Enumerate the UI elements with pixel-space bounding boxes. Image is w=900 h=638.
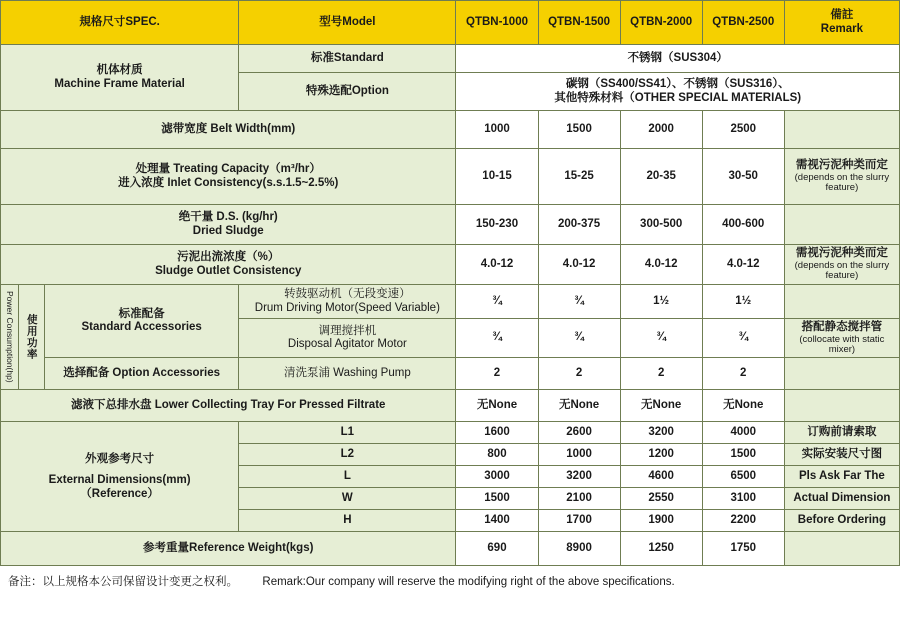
outlet-consistency-remark: [784, 245, 899, 285]
dimensions-label-en: External Dimensions(mm): [48, 474, 191, 487]
dimension-h-value-1: 1400: [456, 510, 538, 532]
agitator-motor-remark: [784, 319, 899, 358]
dimension-l-value-3: 4600: [620, 466, 702, 488]
frame-option-value-line2: 其他特殊材料（OTHER SPECIAL MATERIALS): [554, 91, 802, 104]
dimension-code-l1: L1: [239, 422, 456, 444]
collecting-tray-value-4: 无None: [702, 390, 784, 422]
spec-title: 規格尺寸SPEC.: [1, 1, 239, 45]
standard-accessories-label: [45, 285, 239, 358]
dimensions-label-ref: （Reference）: [80, 487, 159, 500]
dimension-h-value-2: 1700: [538, 510, 620, 532]
frame-material-label-cn: 机体材质: [96, 63, 143, 76]
washing-pump-value-3: 2: [620, 358, 702, 390]
standard-accessories-label-en: Standard Accessories: [81, 321, 202, 334]
dimensions-remark-line-1: 订购前请索取: [784, 422, 899, 444]
row-dimension-l1: [1, 422, 900, 444]
dried-sludge-value-4: 400-600: [702, 205, 784, 245]
footer-note-cn: 备注：以上规格本公司保留设计变更之权利。: [8, 576, 238, 589]
row-collecting-tray: [1, 390, 900, 422]
collecting-tray-label: 滤液下总排水盘 Lower Collecting Tray For Pressed Filtrate: [1, 390, 456, 422]
dimensions-remark-line-2: 实际安装尺寸图: [784, 444, 899, 466]
washing-pump-value-4: 2: [702, 358, 784, 390]
dimension-w-value-4: 3100: [702, 488, 784, 510]
model-label: 型号Model: [239, 1, 456, 45]
belt-width-value-3: 2000: [620, 111, 702, 149]
dried-sludge-value-1: 150-230: [456, 205, 538, 245]
washing-pump-value-2: 2: [538, 358, 620, 390]
dimension-l1-value-2: 2600: [538, 422, 620, 444]
washing-pump-label: 清洗泵浦 Washing Pump: [239, 358, 456, 390]
drum-motor-value-4: 1½: [702, 285, 784, 319]
reference-weight-label: 参考重量Reference Weight(kgs): [1, 532, 456, 566]
drum-motor-label-en: Drum Driving Motor(Speed Variable): [254, 301, 440, 314]
agitator-motor-remark-cn: 搭配静态搅拌管: [801, 321, 883, 333]
dimension-w-value-1: 1500: [456, 488, 538, 510]
model-header-2: QTBN-1500: [538, 1, 620, 45]
table-header-row: [1, 1, 900, 45]
outlet-consistency-value-1: 4.0-12: [456, 245, 538, 285]
frame-option-label: 特殊选配Option: [239, 73, 456, 111]
agitator-motor-value-2: ¾: [538, 319, 620, 358]
reference-weight-value-4: 1750: [702, 532, 784, 566]
frame-standard-value: 不锈钢（SUS304）: [456, 45, 900, 73]
power-usage-side-label: [19, 285, 45, 390]
dried-sludge-label: [1, 205, 456, 245]
frame-standard-label: 标准Standard: [239, 45, 456, 73]
outlet-consistency-label-cn: 污泥出流浓度（%）: [177, 250, 280, 263]
frame-material-label: [1, 45, 239, 111]
dimension-code-w: W: [239, 488, 456, 510]
outlet-consistency-remark-en: (depends on the slurry feature): [794, 259, 890, 282]
dimension-l2-value-3: 1200: [620, 444, 702, 466]
treating-capacity-value-1: 10-15: [456, 149, 538, 205]
dimension-l2-value-4: 1500: [702, 444, 784, 466]
treating-capacity-label: [1, 149, 456, 205]
outlet-consistency-label: [1, 245, 456, 285]
row-belt-width: [1, 111, 900, 149]
footer-note: [0, 566, 900, 593]
dimension-h-value-4: 2200: [702, 510, 784, 532]
drum-motor-remark: [784, 285, 899, 319]
treating-capacity-value-3: 20-35: [620, 149, 702, 205]
outlet-consistency-remark-cn: 需视污泥种类而定: [795, 247, 888, 260]
remark-header-cn: 備註: [830, 8, 854, 21]
treating-capacity-remark-en: (depends on the slurry feature): [794, 171, 890, 194]
drum-motor-value-3: 1½: [620, 285, 702, 319]
model-header-4: QTBN-2500: [702, 1, 784, 45]
treating-capacity-value-2: 15-25: [538, 149, 620, 205]
collecting-tray-value-2: 无None: [538, 390, 620, 422]
dimension-w-value-3: 2550: [620, 488, 702, 510]
agitator-motor-remark-en: (collocate with static mixer): [799, 333, 885, 355]
row-drum-driving-motor: [1, 285, 900, 319]
drum-motor-label: [239, 285, 456, 319]
power-usage-side-label-cn: 使用功率: [25, 314, 38, 361]
belt-width-value-1: 1000: [456, 111, 538, 149]
washing-pump-value-1: 2: [456, 358, 538, 390]
drum-motor-value-2: ¾: [538, 285, 620, 319]
agitator-motor-label-cn: 调理搅拌机: [318, 324, 377, 337]
washing-pump-remark: [784, 358, 899, 390]
dimension-l-value-1: 3000: [456, 466, 538, 488]
outlet-consistency-value-3: 4.0-12: [620, 245, 702, 285]
outlet-consistency-label-en: Sludge Outlet Consistency: [155, 264, 302, 277]
outlet-consistency-value-2: 4.0-12: [538, 245, 620, 285]
row-treating-capacity: [1, 149, 900, 205]
dimensions-remark-line-5: Before Ordering: [784, 510, 899, 532]
dried-sludge-label-en: Dried Sludge: [192, 224, 264, 237]
standard-accessories-label-cn: 标准配备: [118, 307, 165, 320]
agitator-motor-value-3: ¾: [620, 319, 702, 358]
frame-option-value: [456, 73, 900, 111]
dried-sludge-value-3: 300-500: [620, 205, 702, 245]
power-consumption-side-label-en: Power Consumption(hp): [4, 291, 15, 384]
drum-motor-value-1: ¾: [456, 285, 538, 319]
dried-sludge-value-2: 200-375: [538, 205, 620, 245]
agitator-motor-value-4: ¾: [702, 319, 784, 358]
row-washing-pump: [1, 358, 900, 390]
dimension-w-value-2: 2100: [538, 488, 620, 510]
row-reference-weight: [1, 532, 900, 566]
agitator-motor-value-1: ¾: [456, 319, 538, 358]
remark-header: [784, 1, 899, 45]
dimension-l2-value-1: 800: [456, 444, 538, 466]
option-accessories-label: 选择配备 Option Accessories: [45, 358, 239, 390]
row-outlet-consistency: [1, 245, 900, 285]
remark-header-en: Remark: [820, 22, 863, 35]
dimension-code-l: L: [239, 466, 456, 488]
frame-material-label-en: Machine Frame Material: [54, 77, 185, 90]
belt-width-value-4: 2500: [702, 111, 784, 149]
belt-width-remark: [784, 111, 899, 149]
dimensions-remark-line-4: Actual Dimension: [784, 488, 899, 510]
treating-capacity-remark: [784, 149, 899, 205]
power-consumption-side-label: [1, 285, 19, 390]
frame-option-value-line1: 碳钢（SS400/SS41）、不锈钢（SUS316）、: [565, 77, 790, 90]
agitator-motor-label: [239, 319, 456, 358]
reference-weight-value-2: 8900: [538, 532, 620, 566]
row-dried-sludge: [1, 205, 900, 245]
collecting-tray-value-1: 无None: [456, 390, 538, 422]
collecting-tray-value-3: 无None: [620, 390, 702, 422]
collecting-tray-remark: [784, 390, 899, 422]
outlet-consistency-value-4: 4.0-12: [702, 245, 784, 285]
treating-capacity-value-4: 30-50: [702, 149, 784, 205]
reference-weight-value-3: 1250: [620, 532, 702, 566]
dried-sludge-label-cn: 绝干量 D.S. (kg/hr): [178, 210, 278, 223]
dimension-code-h: H: [239, 510, 456, 532]
dimension-l1-value-1: 1600: [456, 422, 538, 444]
dimension-l2-value-2: 1000: [538, 444, 620, 466]
dimension-l1-value-3: 3200: [620, 422, 702, 444]
model-header-1: QTBN-1000: [456, 1, 538, 45]
dimension-l1-value-4: 4000: [702, 422, 784, 444]
dried-sludge-remark: [784, 205, 899, 245]
agitator-motor-label-en: Disposal Agitator Motor: [287, 338, 407, 351]
treating-capacity-remark-cn: 需视污泥种类而定: [795, 159, 888, 172]
dimension-code-l2: L2: [239, 444, 456, 466]
treating-capacity-label-line2: 进入浓度 Inlet Consistency(s.s.1.5~2.5%): [118, 176, 339, 189]
treating-capacity-label-line1: 处理量 Treating Capacity（m³/hr）: [135, 162, 321, 175]
dimension-l-value-2: 3200: [538, 466, 620, 488]
row-frame-material-standard: [1, 45, 900, 73]
model-header-3: QTBN-2000: [620, 1, 702, 45]
dimensions-label: [1, 422, 239, 532]
drum-motor-label-cn: 转鼓驱动机（无段变速）: [284, 287, 411, 300]
belt-width-value-2: 1500: [538, 111, 620, 149]
reference-weight-value-1: 690: [456, 532, 538, 566]
dimensions-label-cn: 外观参考尺寸: [85, 452, 155, 465]
reference-weight-remark: [784, 532, 899, 566]
belt-width-label: 滤带宽度 Belt Width(mm): [1, 111, 456, 149]
footer-note-en: Remark:Our company will reserve the modifying right of the above specifications.: [262, 576, 675, 589]
dimension-h-value-3: 1900: [620, 510, 702, 532]
dimensions-remark-line-3: Pls Ask Far The: [784, 466, 899, 488]
dimension-l-value-4: 6500: [702, 466, 784, 488]
